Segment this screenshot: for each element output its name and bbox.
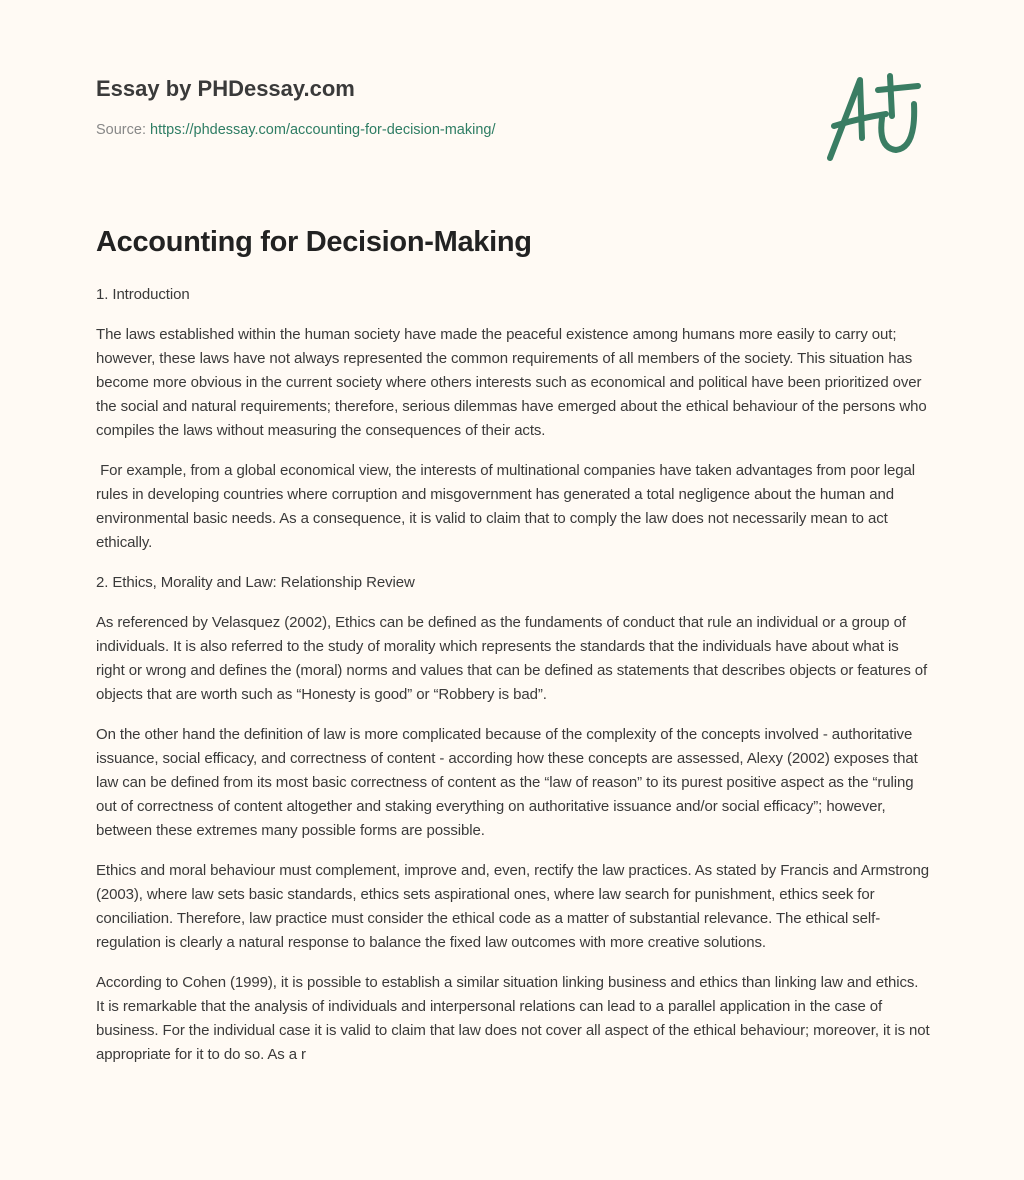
paragraph: The laws established within the human society have made the peaceful existence among humans more easily to carry out; however, these laws have not always represented the common requirements of all members of the society. This situation has become more obvious in the current society where others interests such as economical and political have been prioritized over the social and natural requirements; therefore, serious dilemmas have emerged about the ethical behaviour of the persons who compiles the laws without measuring the consequences of their acts. (96, 326, 927, 439)
section-heading-ethics: 2. Ethics, Morality and Law: Relationship Review (96, 574, 415, 591)
paragraph: According to Cohen (1999), it is possible to establish a similar situation linking business and ethics than linking law and ethics. It is remarkable that the analysis of individuals and interpersonal relations can lead to a parallel application in the case of business. For the individual case it is valid to claim that law does not cover all aspect of the ethical behaviour; moreover, it is not appropriate for it to do so. As a r (96, 974, 930, 1063)
source-line (96, 122, 496, 138)
paragraph: Ethics and moral behaviour must complement, improve and, even, rectify the law practices. As stated by Francis and Armstrong (2003), where law sets basic standards, ethics sets aspirational ones, where law search for punishment, ethics seek for conciliation. Therefore, law practice must consider the ethical code as a matter of substantial relevance. The ethical self-regulation is clearly a natural response to balance the fixed law outcomes with more creative solutions. (96, 862, 929, 951)
essay-title: Accounting for Decision-Making (96, 226, 532, 258)
source-label: Source: (96, 122, 146, 138)
brand-title: Essay by PHDessay.com (96, 76, 355, 101)
paragraph: On the other hand the definition of law is more complicated because of the complexity of the concepts involved - authoritative issuance, social efficacy, and correctness of content - according how these concepts are assessed, Alexy (2002) exposes that law can be defined from its most basic correctness of content as the “law of reason” to its purest positive aspect as the “ruling out of correctness of content altogether and staking everything on authoritative issuance and/or social efficacy”; however, between these extremes many possible forms are possible. (96, 726, 918, 839)
paragraph: For example, from a global economical view, the interests of multinational companies have taken advantages from poor legal rules in developing countries where corruption and misgovernment has generated a total negligence about the human and environmental basic needs. As a consequence, it is valid to claim that to comply the law does not necessarily mean to act ethically. (96, 462, 920, 551)
essay-header (96, 76, 496, 138)
source-link[interactable]: https://phdessay.com/accounting-for-decision-making/ (150, 122, 496, 138)
a-plus-logo-icon (820, 68, 930, 168)
paragraph: As referenced by Velasquez (2002), Ethics can be defined as the fundaments of conduct that rule an individual or a group of individuals. It is also referred to the study of morality which represents the standards that the individuals have about what is right or wrong and defines the (moral) norms and values that can be defined as statements that describes objects or features of objects that are worth such as “Honesty is good” or “Robbery is bad”. (96, 614, 928, 703)
section-heading-introduction: 1. Introduction (96, 286, 190, 303)
essay-content (96, 226, 930, 1083)
